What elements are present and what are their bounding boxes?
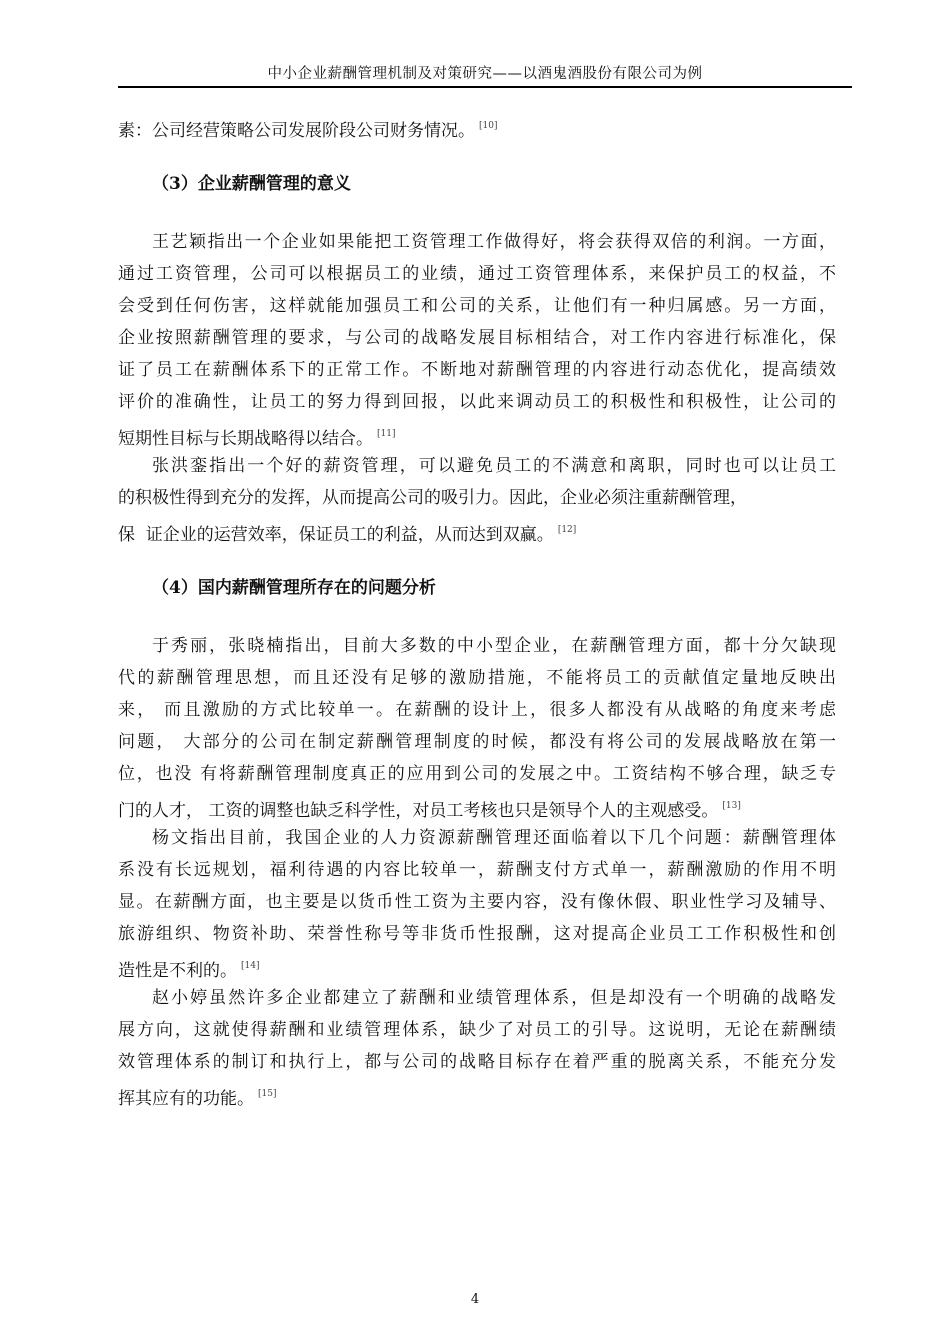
paragraph-line: 的积极性得到充分的发挥，从而提高公司的吸引力。因此，企业必须注重薪酬管理， <box>118 488 747 508</box>
paragraph <box>118 982 836 1110</box>
paragraph-line <box>118 514 836 546</box>
paragraph-line <box>118 418 836 450</box>
paragraph <box>118 226 836 450</box>
running-header: 中小企业薪酬管理机制及对策研究——以酒鬼酒股份有限公司为例 <box>267 66 703 82</box>
page-body <box>118 110 836 1110</box>
paragraph-line: 显。在薪酬方面，也主要是以货币性工资为主要内容，没有像休假、职业性学习及辅导、 <box>118 892 836 912</box>
paragraph-line: 旅游组织、物资补助、荣誉性称号等非货币性报酬，这对提高企业员工工作积极性和创 <box>118 924 836 944</box>
section-heading: （3）企业薪酬管理的意义 <box>152 174 351 194</box>
section-heading: （4）国内薪酬管理所存在的问题分析 <box>152 578 436 598</box>
line-text: 门的人才， 工资的调整也缺乏科学性，对员工考核也只是领导个人的主观感受。 <box>118 801 719 821</box>
paragraph-line <box>118 950 836 982</box>
intro-line <box>118 110 836 142</box>
paragraph-line: 赵小婷虽然许多企业都建立了薪酬和业绩管理体系，但是却没有一个明确的战略发 <box>152 988 836 1008</box>
header-rule <box>118 86 852 88</box>
paragraph-line: 会受到任何伤害，这样就能加强员工和公司的关系，让他们有一种归属感。另一方面， <box>118 296 836 316</box>
paragraph-line: 杨文指出目前，我国企业的人力资源薪酬管理还面临着以下几个问题：薪酬管理体 <box>152 828 836 848</box>
citation: [15] <box>258 1089 277 1099</box>
paragraph-line: 展方向，这就使得薪酬和业绩管理体系，缺少了对员工的引导。这说明，无论在薪酬绩 <box>118 1020 836 1040</box>
intro-text: 素：公司经营策略公司发展阶段公司财务情况。 <box>118 121 475 141</box>
paragraph-line: 效管理体系的制订和执行上，都与公司的战略目标存在着严重的脱离关系，不能充分发 <box>118 1052 836 1072</box>
paragraph-line: 系没有长远规划，福利待遇的内容比较单一，薪酬支付方式单一，薪酬激励的作用不明 <box>118 860 836 880</box>
paragraph-line: 企业按照薪酬管理的要求，与公司的战略发展目标相结合，对工作内容进行标准化，保 <box>118 328 836 348</box>
paragraph-line: 通过工资管理，公司可以根据员工的业绩，通过工资管理体系，来保护员工的权益，不 <box>118 264 836 284</box>
line-text: 短期性目标与长期战略得以结合。 <box>118 429 373 449</box>
line-text: 挥其应有的功能。 <box>118 1089 254 1109</box>
citation: [10] <box>479 121 498 131</box>
paragraph-line: 证了员工在薪酬体系下的正常工作。不断地对薪酬管理的内容进行动态优化，提高绩效 <box>118 360 836 380</box>
citation: [13] <box>722 801 741 811</box>
citation: [12] <box>557 525 577 535</box>
paragraph-line: 于秀丽，张晓楠指出，目前大多数的中小型企业，在薪酬管理方面，都十分欠缺现 <box>152 636 836 656</box>
paragraph-line: 代的薪酬管理思想，而且还没有足够的激励措施，不能将员工的贡献值定量地反映出 <box>118 668 836 688</box>
paragraph-line: 位，也没 有将薪酬管理制度真正的应用到公司的发展之中。工资结构不够合理，缺乏专 <box>118 764 836 784</box>
paragraph-line: 张洪銮指出一个好的薪资管理，可以避免员工的不满意和离职，同时也可以让员工 <box>152 456 836 476</box>
paragraph-line: 来， 而且激励的方式比较单一。在薪酬的设计上，很多人都没有从战略的角度来考虑 <box>118 700 836 720</box>
paragraph-line: 问题， 大部分的公司在制定薪酬管理制度的时候，都没有将公司的发展战略放在第一 <box>118 732 836 752</box>
line-text: 保 证企业的运营效率，保证员工的利益，从而达到双赢。 <box>118 525 554 545</box>
paragraph-line: 王艺颖指出一个企业如果能把工资管理工作做得好，将会获得双倍的利润。一方面， <box>152 232 836 252</box>
paragraph <box>118 630 836 822</box>
citation: [11] <box>377 429 396 439</box>
paragraph <box>118 822 836 982</box>
paragraph-line <box>118 1078 836 1110</box>
line-text: 造性是不利的。 <box>118 961 237 981</box>
paragraph <box>118 450 836 546</box>
citation: [14] <box>241 961 260 971</box>
paragraph-line: 评价的准确性，让员工的努力得到回报，以此来调动员工的积极性和积极性，让公司的 <box>118 392 836 412</box>
paragraph-line <box>118 790 836 822</box>
page-number: 4 <box>470 1292 480 1307</box>
